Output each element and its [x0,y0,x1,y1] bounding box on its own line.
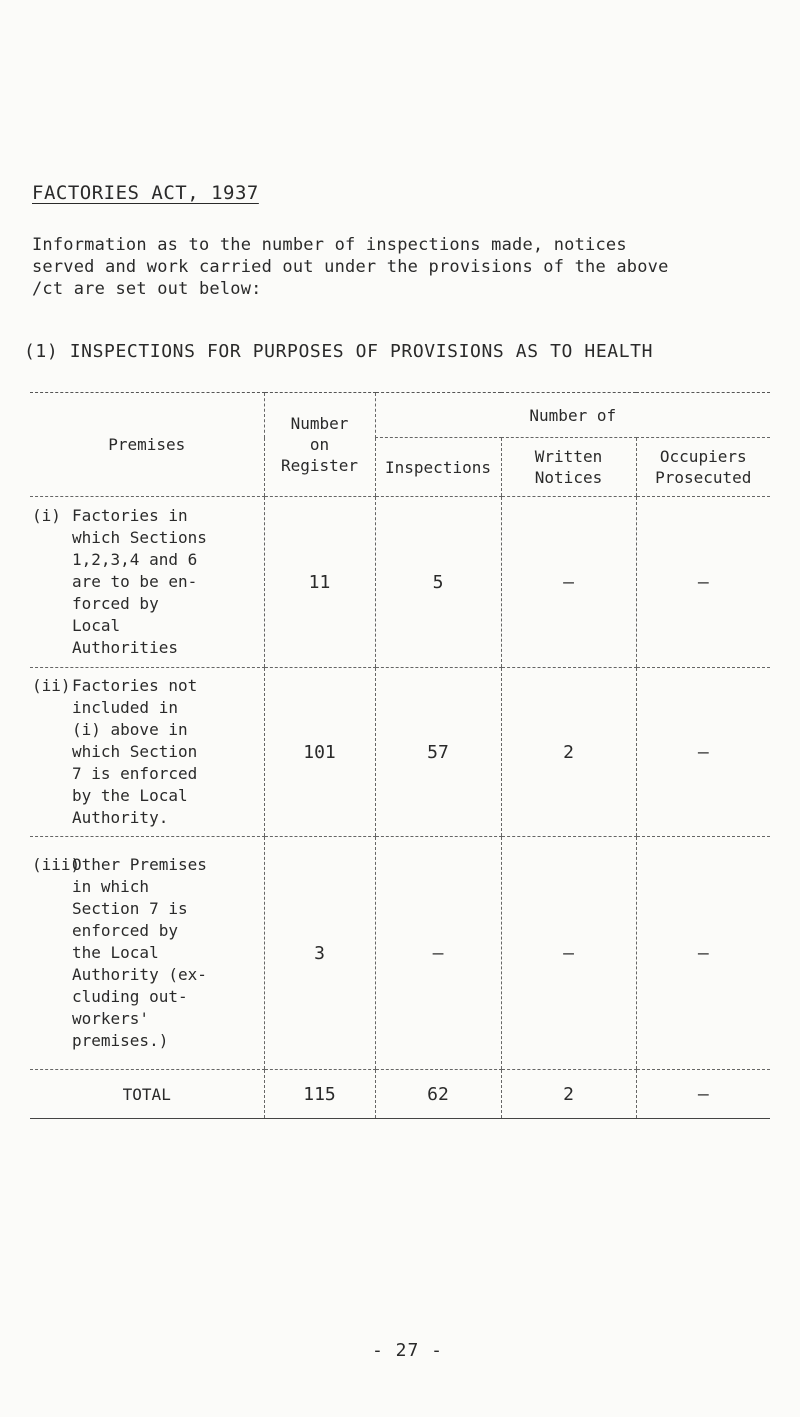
prosecuted-value: – [636,497,770,668]
page-number: - 27 - [372,1340,444,1361]
label-line: the Local [72,943,159,962]
total-inspections-value: 62 [375,1070,501,1119]
header-line: Occupiers [659,447,747,466]
intro-line: /ct are set out below: [32,279,262,299]
label-line: in which [72,877,150,896]
label-line: Other Premises [72,855,207,874]
header-number-on-register [264,393,375,497]
label-line: Factories not [72,676,198,695]
total-prosecuted-value: – [636,1070,770,1119]
label-line: (i) above in [72,720,188,739]
row-number: (i) [32,506,61,525]
label-line: which Section [72,742,198,761]
label-line: Factories in [72,506,188,525]
label-line: Authority. [72,808,169,827]
header-premises: Premises [30,393,264,497]
label-line: 1,2,3,4 and 6 [72,550,198,569]
inspections-table [30,392,770,1119]
row-number: (iii) [32,855,81,874]
label-line: Local [72,616,121,635]
prosecuted-value: – [636,837,770,1070]
register-value: 11 [264,497,375,668]
label-line: included in [72,698,178,717]
label-line: forced by [72,594,159,613]
inspections-value: 57 [375,668,501,837]
header-written-notices [501,438,636,497]
row-number: (ii) [32,676,71,695]
total-label: TOTAL [30,1070,264,1119]
intro-line: Information as to the number of inspections made, notices [32,235,627,255]
table-row [30,668,770,837]
row-label [30,497,264,668]
header-number-of: Number of [375,393,770,438]
header-line: Prosecuted [655,468,752,487]
label-line: by the Local [72,786,188,805]
header-line: on [309,435,330,454]
header-line: Register [280,456,359,475]
section-title: (1) INSPECTIONS FOR PURPOSES OF PROVISIONS AS TO HEALTH [24,341,654,362]
label-line: premises.) [72,1031,169,1050]
header-inspections: Inspections [375,438,501,497]
inspections-value: 5 [375,497,501,668]
register-value: 3 [264,837,375,1070]
header-occupiers-prosecuted [636,438,770,497]
table-row [30,837,770,1070]
label-line: cluding out- [72,987,188,1006]
prosecuted-value: – [636,668,770,837]
document-heading: FACTORIES ACT, 1937 [32,182,259,204]
written-notices-value: 2 [501,668,636,837]
intro-line: served and work carried out under the provisions of the above [32,257,669,277]
label-line: workers' [72,1009,150,1028]
header-line: Number [290,414,349,433]
table-row [30,497,770,668]
intro-paragraph [32,234,772,300]
label-line: which Sections [72,528,207,547]
written-notices-value: – [501,837,636,1070]
row-label [30,837,264,1070]
total-register-value: 115 [264,1070,375,1119]
header-line: Written [534,447,603,466]
row-label [30,668,264,837]
inspections-value: – [375,837,501,1070]
register-value: 101 [264,668,375,837]
written-notices-value: – [501,497,636,668]
label-line: enforced by [72,921,178,940]
label-line: Authorities [72,638,178,657]
label-line: 7 is enforced [72,764,198,783]
header-line: Notices [534,468,603,487]
label-line: Section 7 is [72,899,188,918]
total-row [30,1070,770,1119]
label-line: Authority (ex- [72,965,207,984]
label-line: are to be en- [72,572,198,591]
total-written-notices-value: 2 [501,1070,636,1119]
